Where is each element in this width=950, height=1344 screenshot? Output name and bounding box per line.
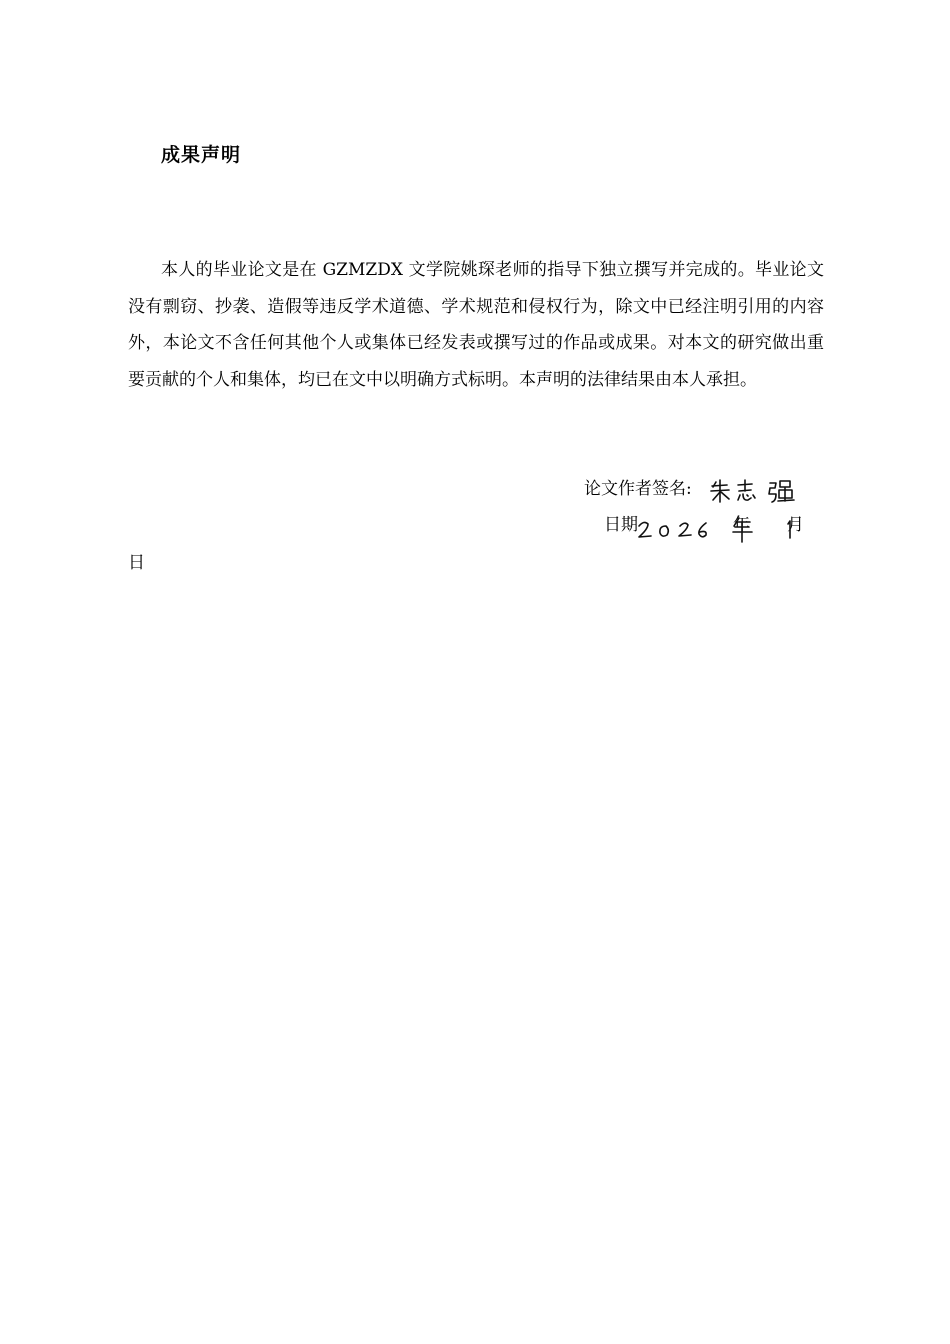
handwritten-date [636, 512, 806, 544]
declaration-body: 本人的毕业论文是在 GZMZDX 文学院姚琛老师的指导下独立撰写并完成的。毕业论文没有剽窃、抄袭、造假等违反学术道德、学术规范和侵权行为，除文中已经注明引用的内容外，本论文不含任何其他个人或集体已经发表或撰写过的作品或成果。对本文的研究做出重要贡献的个人和集体，均已在文中以明确方式标明。本声明的法律结果由本人承担。 [128, 260, 824, 390]
date-month-char: 月 [787, 515, 804, 535]
date-label: 日期 [604, 515, 638, 535]
date-year-char: 年 [733, 515, 750, 535]
date-day-char: 日 [128, 553, 145, 573]
handwritten-signature [708, 476, 800, 506]
signature-label: 论文作者签名: [584, 479, 692, 499]
page-title: 成果声明 [161, 144, 242, 166]
